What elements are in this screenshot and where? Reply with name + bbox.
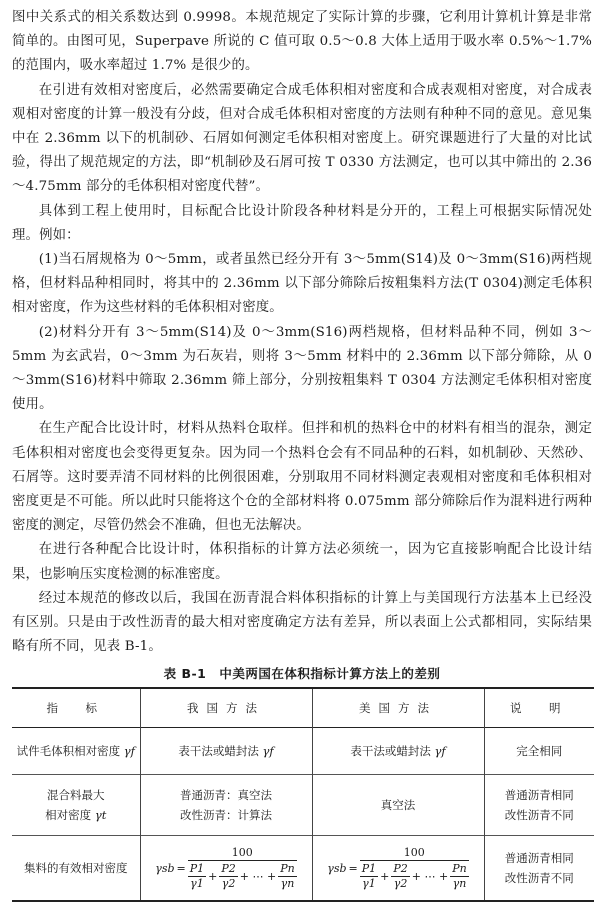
note-line-1: 普通沥青相同 [504, 851, 574, 866]
equals-sign: = [176, 861, 186, 875]
table-row [12, 728, 594, 775]
us-method-symbol: γf [434, 744, 446, 759]
table-caption: 表 B-1 中美两国在体积指标计算方法上的差别 [163, 666, 441, 682]
paragraph-3: 具体到工程上使用时，目标配合比设计阶段各种材料是分开的，工程上可根据实际情况处理。例如： [12, 203, 592, 243]
equals-sign: = [348, 861, 358, 875]
ellipsis-terms: + ⋯ + [239, 869, 277, 883]
china-method-line-2: 改性沥青：计算法 [180, 808, 272, 823]
term-n [278, 862, 297, 891]
paragraph-6: 在生产配合比设计时，材料从热料仓取样。但拌和机的热料仓中的材料有相当的混杂，测定毛体积相对密度也会变得更复杂。因为同一个热料仓会有不同品种的石料，如机制砂、天然砂、石屑等。这时要弄清不同材料的比例很困难，分别取用不同材料测定表观相对密度和毛体积相对密度更是不可能。所以此时只能将这个仓的全部材料将 0.075mm 部分筛除后作为混料进行两种密度的测定，尽管仍然会不准确，但也无法解决。 [12, 421, 592, 534]
note-line-2: 改性沥青不同 [504, 808, 574, 823]
header-note: 说 明 [484, 688, 594, 728]
header-us-method: 美国方法 [312, 688, 484, 728]
formula-lhs: γsb [327, 861, 347, 875]
header-indicator: 指 标 [12, 688, 140, 728]
formula-lhs: γsb [155, 861, 175, 875]
paragraph-5: (2)材料分开有 3～5mm(S14)及 0～3mm(S16)两档规格，但材料品种不同，例如 3～5mm 为玄武岩，0～3mm 为石灰岩，则将 3～5mm 材料中的 2.36mm 以下部分筛除，从 0～3mm(S16)材料中筛取 2.36mm 筛上部分，分别按粗集料 T 0304 方法测定毛体积相对密度使用。 [12, 324, 592, 413]
cell-indicator [12, 728, 140, 775]
table-row [12, 836, 594, 902]
indicator-line-2 [16, 805, 136, 825]
indicator-label: 试件毛体积相对密度 [16, 744, 121, 759]
term-1 [188, 862, 206, 891]
paragraph-4: (1)当石屑规格为 0～5mm，或者虽然已经分开有 3～5mm(S14)及 0～3mm(S16)两档规格，但材料品种相同时，将其中的 2.36mm 以下部分筛除后按粗集料方法(T 0304)测定毛体积相对密度，作为这些材料的毛体积相对密度。 [12, 252, 592, 316]
term-n-num: Pn [452, 861, 467, 875]
cell-indicator: 集料的有效相对密度 [12, 836, 140, 902]
term-2-den: γ2 [393, 876, 408, 890]
term-n-den: γn [280, 876, 295, 890]
table-row [12, 775, 594, 836]
us-formula [327, 846, 468, 891]
plus-sign: + [208, 869, 218, 883]
cell-us-method [312, 836, 484, 902]
term-n-den: γn [452, 876, 467, 890]
table-header-row [12, 688, 594, 728]
formula-numerator: 100 [188, 846, 297, 861]
term-n-num: Pn [280, 861, 295, 875]
note-line-2: 改性沥青不同 [504, 871, 574, 886]
cell-note [484, 775, 594, 836]
formula-denominator [360, 861, 469, 891]
term-n [450, 862, 469, 891]
ellipsis-terms: + ⋯ + [411, 869, 449, 883]
cell-china-method [140, 775, 312, 836]
cell-china-method [140, 836, 312, 902]
comparison-table [12, 687, 594, 902]
china-method-line-1: 普通沥青：真空法 [180, 788, 272, 803]
note-line-1: 普通沥青相同 [504, 788, 574, 803]
china-method-symbol: γf [262, 744, 274, 759]
plus-sign: + [380, 869, 390, 883]
paragraph-8: 经过本规范的修改以后，我国在沥青混合料体积指标的计算上与美国现行方法基本上已经没有区别。只是由于改性沥青的最大相对密度确定方法有差异，所以表面上公式都相同，实际结果略有所不同，见表 B-1。 [12, 590, 592, 655]
term-1 [360, 862, 378, 891]
term-2-num: P2 [393, 861, 408, 875]
term-2-num: P2 [221, 861, 236, 875]
paragraph-7: 在进行各种配合比设计时，体积指标的计算方法必须统一，因为它直接影响配合比设计结果，也影响压实度检测的标准密度。 [12, 542, 592, 582]
indicator-symbol: γt [94, 808, 107, 823]
formula-denominator [188, 861, 297, 891]
paragraph-2: 在引进有效相对密度后，必然需要确定合成毛体积相对密度和合成表观相对密度，对合成表观相对密度的计算一般没有分歧，但对合成毛体积相对密度的方法则有种种不同的意见。意见集中在 2.36mm 以下的机制砂、石屑如何测定毛体积相对密度上。研究课题进行了大量的对比试验，得出了规范规定的方法，即“机制砂及石屑可按 T 0330 方法测定，也可以其中筛出的 2.36～4.75mm 部分的毛体积相对密度代替”。 [12, 82, 592, 195]
term-1-den: γ1 [190, 876, 204, 890]
us-method-text: 表干法或蜡封法 [350, 744, 431, 759]
china-formula [155, 846, 296, 891]
indicator-line-1: 混合料最大 [47, 788, 105, 803]
cell-china-method [140, 728, 312, 775]
term-1-num: P1 [361, 861, 377, 875]
indicator-label: 相对密度 [45, 808, 92, 823]
term-1-den: γ1 [362, 876, 376, 890]
header-china-method: 我国方法 [140, 688, 312, 728]
term-2-den: γ2 [221, 876, 236, 890]
formula-fraction [188, 846, 297, 891]
indicator-symbol: γf [123, 744, 135, 759]
formula-numerator: 100 [360, 846, 469, 861]
cell-note: 完全相同 [484, 728, 594, 775]
paragraph-1: 图中关系式的相关系数达到 0.9998。本规范规定了实际计算的步骤，它利用计算机计算是非常简单的。由图可见，Superpave 所说的 C 值可取 0.5～0.8 大体上适用于吸水率 0.5%～1.7% 的范围内，吸水率超过 1.7% 是很少的。 [12, 10, 592, 74]
formula-fraction [360, 846, 469, 891]
cell-us-method: 真空法 [312, 775, 484, 836]
cell-us-method [312, 728, 484, 775]
cell-indicator [12, 775, 140, 836]
china-method-text: 表干法或蜡封法 [178, 744, 259, 759]
term-1-num: P1 [189, 861, 205, 875]
term-2 [219, 862, 237, 891]
cell-note [484, 836, 594, 902]
term-2 [391, 862, 409, 891]
